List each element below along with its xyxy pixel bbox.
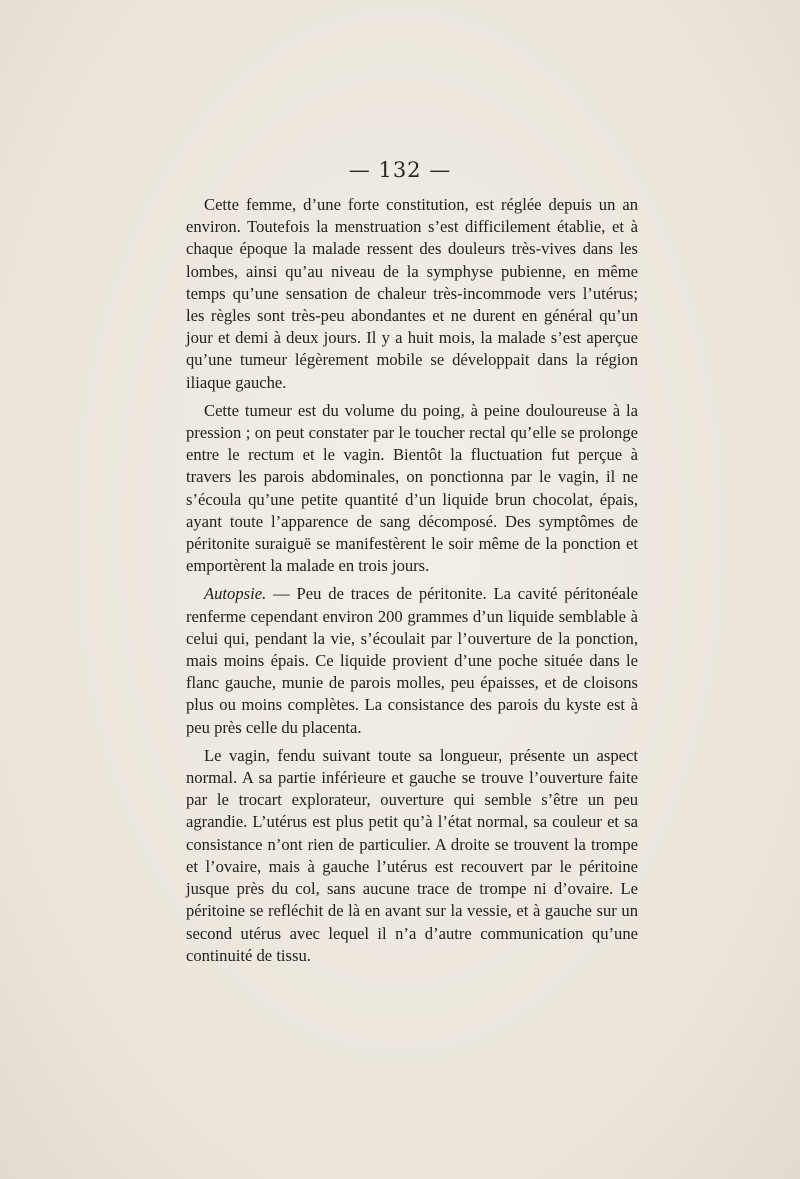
body-text	[186, 194, 638, 973]
page-number: — 132 —	[348, 158, 452, 182]
paragraph-3-lead: Autopsie.	[204, 584, 267, 604]
paragraph-1: Cette femme, d’une forte constitution, est réglée depuis un an environ. Toutefois la menstruation s’est difficilement établie, et à chaque époque la malade ressent des douleurs très-vives dans les lombes, ainsi qu’au niveau de la symphyse pubienne, en même temps qu’une sensation de chaleur très-incommode vers l’utérus; les règles sont très-peu abondantes et ne durent en général qu’un jour et demi à deux jours. Il y a huit mois, la malade s’est aperçue qu’une tumeur légèrement mobile se développait dans la région iliaque gauche.	[186, 195, 638, 392]
paragraph-2: Cette tumeur est du volume du poing, à peine douloureuse à la pression ; on peut constater par le toucher rectal qu’elle se prolonge entre le rectum et le vagin. Bientôt la fluctuation fut perçue à travers les parois abdominales, on ponctionna par le vagin, il ne s’écoula qu’une petite quantité d’un liquide brun chocolat, épais, ayant toute l’apparence de sang décomposé. Des symptômes de péritonite suraiguë se manifestèrent le soir même de la ponction et emportèrent la malade en trois jours.	[186, 400, 638, 576]
paragraph-3-text: — Peu de traces de péritonite. La cavité péritonéale renferme cependant environ 200 grammes d’un liquide semblable à celui qui, pendant la vie, s’écoulait par l’ouverture de la ponction, mais moins épais. Ce liquide provient d’une poche située dans le flanc gauche, munie de parois molles, peu épaisses, et de cloisons plus ou moins complètes. La consistance des parois du kyste est à peu près celle du placenta.	[186, 584, 638, 737]
paragraph-4: Le vagin, fendu suivant toute sa longueur, présente un aspect normal. A sa partie inférieure et gauche se trouve l’ouverture faite par le trocart explorateur, ouverture qui semble s’être un peu agrandie. L’utérus est plus petit qu’à l’état normal, sa couleur et sa consistance n’ont rien de particulier. A droite se trouvent la trompe et l’ovaire, mais à gauche l’utérus est recouvert par le péritoine jusque près du col, sans aucune trace de trompe ni d’ovaire. Le péritoine se refléchit de là en avant sur la vessie, et à gauche sur un second utérus avec lequel il n’a d’autre communication qu’une continuité de tissu.	[186, 745, 638, 965]
paragraph-3	[186, 583, 638, 738]
